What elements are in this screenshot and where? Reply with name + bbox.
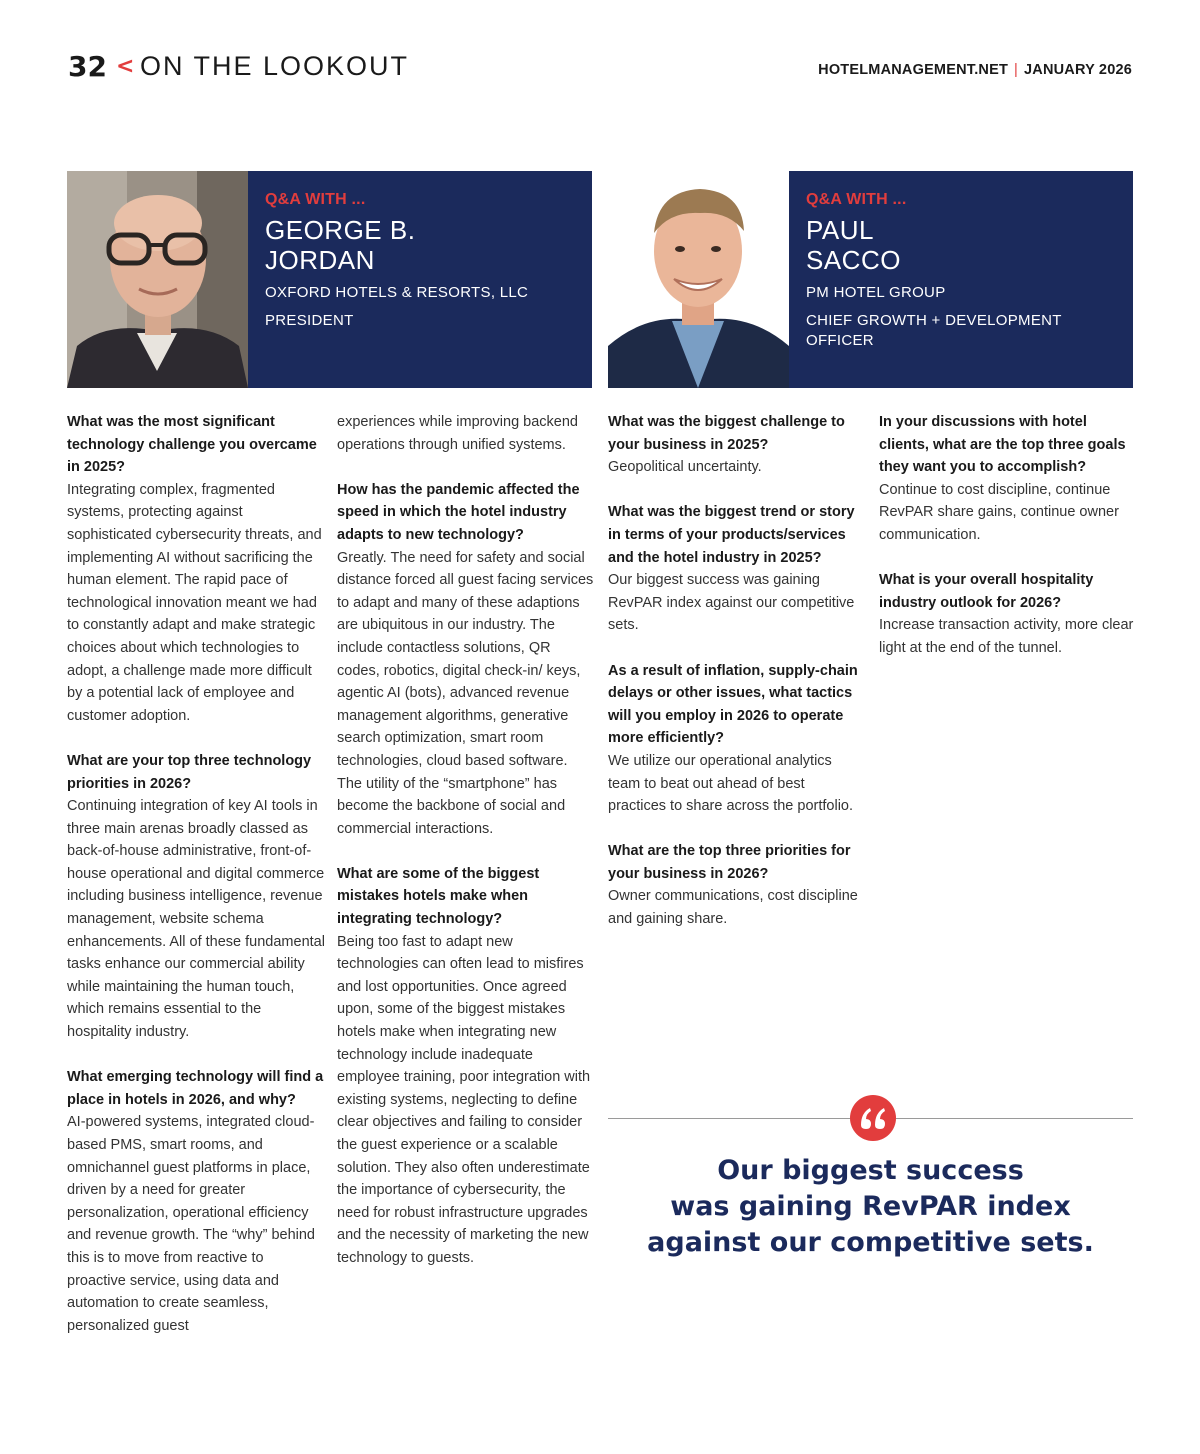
issue-date: JANUARY 2026 (1024, 62, 1132, 78)
answer: Owner communications, cost discipline and gaining share. (608, 888, 858, 928)
answer: Greatly. The need for safety and social distance forced all guest facing services to adapt and many of these adaptions are ubiquitous in our industry. The include contactless solutions, QR codes, robotics, digital check-in/ keys, agentic AI (bots), advanced revenue management algorithms, generative search optimization, smart room technologies, cloud based software. The utility of the “smartphone” has become the backbone of social and commercial interactions. (337, 549, 594, 837)
quote-text (608, 1153, 1133, 1261)
answer: Continue to cost discipline, continue RevPAR share gains, continue owner communication. (879, 481, 1119, 543)
question: In your discussions with hotel clients, what are the top three goals they want you to accomplish? (879, 414, 1126, 476)
quote-line: against our competitive sets. (647, 1227, 1094, 1258)
qa-block (337, 863, 595, 1270)
question: How has the pandemic affected the speed in which the hotel industry adapts to new technology? (337, 481, 580, 543)
qa-block (608, 840, 866, 930)
answer: experiences while improving backend operations through unified systems. (337, 414, 578, 453)
answer: Geopolitical uncertainty. (608, 459, 762, 476)
article-column-2 (337, 411, 595, 1292)
job-title: PRESIDENT (265, 312, 354, 329)
qa-block (879, 569, 1137, 659)
answer: AI-powered systems, integrated cloud-based PMS, smart rooms, and omnichannel guest platforms in place, driven by a need for greater personalization, operational efficiency and revenue growth. The “why” behind this is to move from reactive to proactive service, using data and automation to create seamless, personalized guest (67, 1114, 315, 1334)
company-name: PM HOTEL GROUP (806, 284, 946, 301)
answer: Increase transaction activity, more clear light at the end of the tunnel. (879, 617, 1134, 656)
question: As a result of inflation, supply-chain delays or other issues, what tactics will you employ in 2026 to operate more efficiently? (608, 662, 858, 747)
name-line: PAUL (806, 215, 874, 245)
qa-block (337, 411, 595, 456)
portrait-photo-sacco (608, 171, 789, 388)
question: What emerging technology will find a place in hotels in 2026, and why? (67, 1069, 324, 1108)
qa-block (337, 479, 595, 841)
name-line: GEORGE B. (265, 215, 416, 245)
profile-card-sacco (608, 171, 1133, 388)
qa-label: Q&A WITH ... (265, 191, 366, 208)
answer: Being too fast to adapt new technologies can often lead to misfires and lost opportunities. Once agreed upon, some of the biggest mistakes hotels make when integrating new technology include inadequate employee training, poor integration with existing systems, neglecting to define clear objectives and failing to consider the guest experience or a scalable solution. They also often underestimate the importance of cybersecurity, the need for robust infrastructure upgrades and the necessity of marketing the new technology to guests. (337, 933, 591, 1266)
publication-info (818, 62, 1132, 78)
qa-label: Q&A WITH ... (806, 191, 907, 208)
question: What was the biggest trend or story in terms of your products/services and the hotel industry in 2025? (608, 504, 855, 566)
article-column-1 (67, 411, 325, 1360)
job-title: CHIEF GROWTH + DEVELOPMENT OFFICER (806, 312, 1062, 349)
question: What is your overall hospitality industry outlook for 2026? (879, 572, 1094, 611)
page-number: 32 (68, 50, 107, 83)
header-separator: | (1014, 62, 1019, 78)
question: What are your top three technology priorities in 2026? (67, 752, 312, 792)
qa-block (608, 411, 866, 479)
qa-block (67, 750, 325, 1044)
profile-card-jordan (67, 171, 592, 388)
answer: Our biggest success was gaining RevPAR index against our competitive sets. (608, 572, 855, 634)
website-name: HOTELMANAGEMENT.NET (818, 62, 1009, 78)
article-column-3 (608, 411, 866, 953)
answer: We utilize our operational analytics team to beat out ahead of best practices to share across the portfolio. (608, 752, 854, 815)
name-line: SACCO (806, 245, 901, 275)
qa-block (67, 411, 325, 727)
name-line: JORDAN (265, 245, 375, 275)
qa-block (67, 1066, 325, 1337)
pull-quote (608, 1095, 1133, 1275)
article-column-4 (879, 411, 1137, 682)
question: What are some of the biggest mistakes hotels make when integrating technology? (337, 865, 540, 928)
quote-mark-icon (850, 1095, 896, 1141)
qa-block (608, 501, 866, 637)
chevron-left-icon: < (116, 54, 135, 79)
profile-text (265, 191, 582, 331)
section-title: ON THE LOOKOUT (140, 51, 410, 81)
question: What was the most significant technology challenge you overcame in 2025? (67, 414, 317, 476)
company-name: OXFORD HOTELS & RESORTS, LLC (265, 284, 529, 301)
quote-line: was gaining RevPAR index (670, 1191, 1071, 1222)
quote-line: Our biggest success (717, 1155, 1024, 1186)
qa-block (879, 411, 1137, 547)
answer: Continuing integration of key AI tools in three main arenas broadly classed as back-of-house administrative, front-of-house operational and digital commerce including business intelligence, revenue management, website schema enhancements. All of these fundamental tasks enhance our commercial ability while maintaining the human touch, which remains essential to the hospitality industry. (67, 798, 325, 1041)
page-header (68, 50, 1132, 90)
answer: Integrating complex, fragmented systems, protecting against sophisticated cybersecurity threats, and implementing AI without sacrificing the human element. The rapid pace of technological innovation meant we had to constantly adapt and make strategic choices about which technologies to adopt, a challenge made more difficult by a potential lack of employee and customer adoption. (67, 481, 322, 724)
qa-block (608, 660, 866, 818)
person-name (806, 215, 1123, 275)
person-name (265, 215, 582, 275)
portrait-photo-jordan (67, 171, 248, 388)
question: What are the top three priorities for your business in 2026? (608, 843, 851, 882)
question: What was the biggest challenge to your business in 2025? (608, 414, 845, 453)
profile-text (806, 191, 1123, 351)
